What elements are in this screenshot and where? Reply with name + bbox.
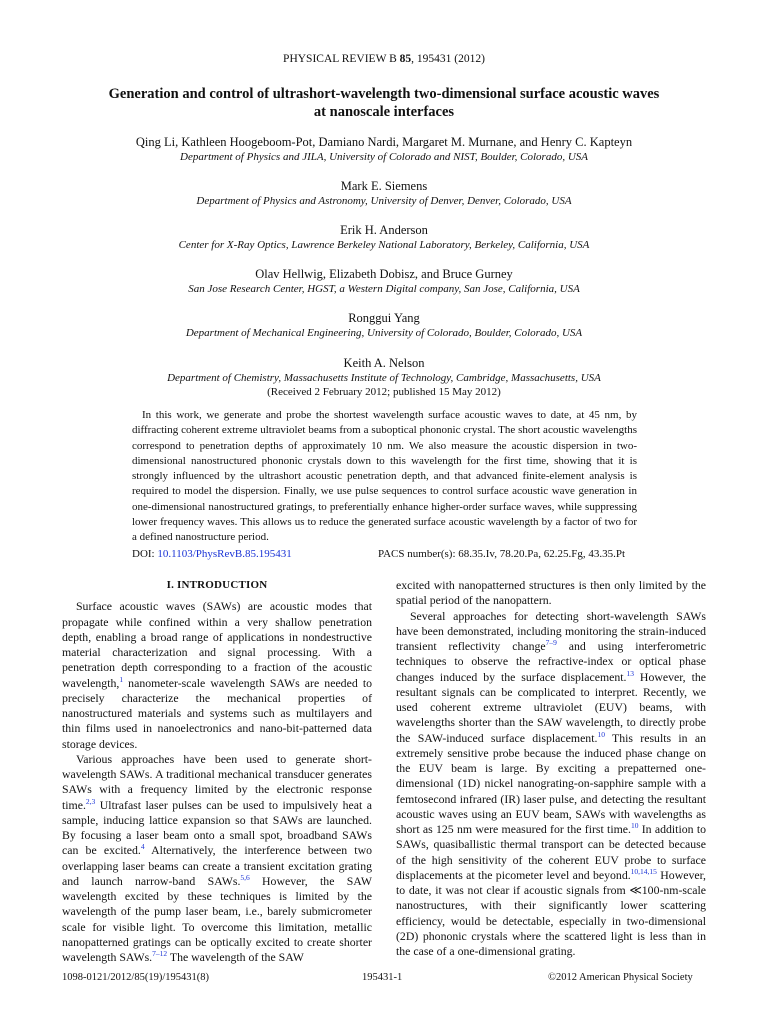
citation-link[interactable]: 10 [597, 729, 605, 739]
author-names: Ronggui Yang [348, 311, 420, 325]
doi-line: DOI: 10.1103/PhysRevB.85.195431 [132, 548, 292, 560]
author-group-5 [0, 310, 768, 340]
author-group-1 [0, 134, 768, 164]
citation-link[interactable]: 5,6 [240, 872, 250, 882]
citation-link[interactable]: 7–12 [152, 949, 168, 958]
doi-link[interactable]: 10.1103/PhysRevB.85.195431 [157, 548, 292, 560]
left-column [62, 578, 372, 965]
affiliation: Department of Mechanical Engineering, University of Colorado, Boulder, Colorado, USA [185, 327, 583, 339]
author-group-6 [0, 355, 768, 399]
affiliation: San Jose Research Center, HGST, a Western Digital company, San Jose, California, USA [188, 283, 580, 295]
author-group-2 [0, 178, 768, 208]
author-names: Olav Hellwig, Elizabeth Dobisz, and Bruce Gurney [255, 267, 513, 281]
right-column [396, 578, 706, 959]
affiliation: Center for X-Ray Optics, Lawrence Berkeley National Laboratory, Berkeley, California, USA [178, 239, 590, 251]
paragraph: Several approaches for detecting short-wavelength SAWs have been demonstrated, including monitoring the strain-induced transient reflectivity change$^{7-9}$ and using interferometric techniques to observe the refractive-index or optical phase changes induced by the surface displacement.$^{13}$ However, the resultant signals can be complicated to interpret. Recently, we used coherent extreme ultraviolet (EUV) beams, with wavelengths shorter than the SAW wavelength, to directly probe the SAW-induced surface displacement.$^{10}$ This results in an extremely sensitive probe because the induced phase change on the EUV beam is large. By exciting a prepatterned one-dimensional (1D) nickel nanograting-on-sapphire sample with a femtosecond infrared (IR) laser pulse, and detecting the resultant acoustic waves using an EUV beam, SAWs with wavelengths as short as 125 nm were measured for the first time.$^{10}$ In addition to SAWs, quasiballistic thermal transport can be detected because of the high sensitivity of the coherent EUV probe to surface displacements at the picometer level and beyond.$^{10,14,15}$ However, to date, it was not clear if acoustic signals from ≪100-nm-scale nanostructures, with their significantly lower scattering efficiency, would be detectable, especially in two-dimensional (2D) phononic crystals where the scattered light is less than in the case of a one-dimensional grating. [396, 608, 706, 958]
footer-copyright: ©2012 American Physical Society [548, 972, 693, 983]
citation-link[interactable]: 4 [140, 842, 145, 852]
paragraph: Surface acoustic waves (SAWs) are acoustic modes that propagate while confined within a very shallow penetration depth, enabling a broad range of applications in nondestructive material characterization and signal processing. With a penetration depth corresponding to a fraction of the acoustic wavelength,$^1$ nanometer-scale wavelength SAWs are needed to precisely characterize the mechanical properties of nanostructured materials and systems such as multilayers and thin films used in nanoelectronics and nano-bit-patterned data storage devices. [62, 599, 372, 751]
paragraph: excited with nanopatterned structures is then only limited by the spatial period of the nanopattern. [396, 578, 706, 608]
citation-link[interactable]: 2,3 [85, 796, 96, 806]
citation-link[interactable]: 7–9 [545, 638, 557, 647]
author-group-3 [0, 222, 768, 252]
author-names: Qing Li, Kathleen Hoogeboom-Pot, Damiano Nardi, Margaret M. Murnane, and Henry C. Kapteyn [135, 135, 633, 149]
footer-issn: 1098-0121/2012/85(19)/195431(8) [62, 972, 209, 983]
received-date: (Received 2 February 2012; published 15 May 2012) [267, 386, 501, 398]
author-names: Erik H. Anderson [340, 223, 428, 237]
abstract: In this work, we generate and probe the shortest wavelength surface acoustic waves to date, at 45 nm, by diffracting coherent extreme ultraviolet beams from a suboptical phononic crystal. The short acoustic wavelengths correspond to penetration depths of approximately 10 nm. We also measure the acoustic dispersion in two-dimensional nanostructured phononic crystals down to this wavelength for the first time, showing that it is strongly influenced by the ultrashort acoustic penetration depth, and that advanced finite-element analysis is required to model the dispersion. Finally, we use pulse sequences to control surface acoustic wave generation in one-dimensional nanostructured gratings, to preferentially enhance higher-order surface waves, while suppressing lower frequency waves. This allows us to reduce the generated surface acoustic wavelength by a factor of two for a defined nanostructure period. [132, 409, 637, 544]
section-heading: I. INTRODUCTION [166, 579, 268, 591]
citation-link[interactable]: 1 [119, 674, 124, 684]
citation-link[interactable]: 10,14,15 [630, 866, 657, 876]
author-group-4 [0, 266, 768, 296]
author-names: Mark E. Siemens [340, 179, 428, 193]
citation-link[interactable]: 10 [630, 821, 639, 830]
affiliation: Department of Chemistry, Massachusetts Institute of Technology, Cambridge, Massachusetts, USA [167, 372, 601, 384]
affiliation: Department of Physics and JILA, University of Colorado and NIST, Boulder, Colorado, USA [180, 151, 588, 163]
running-header: PHYSICAL REVIEW B 85, 195431 (2012) [283, 53, 485, 65]
paragraph: Various approaches have been used to generate short-wavelength SAWs. A traditional mechanical transducer generates SAWs with a frequency limited by the electronic response time.$^{2,3}$ Ultrafast laser pulses can be used to impulsively heat a sample, inducing lattice expansion so that SAWs are launched. By focusing a laser beam onto a small spot, broadband SAWs can be excited.$^4$ Alternatively, the interference between two overlapping laser beams can create a transient excitation grating and launch narrow-band SAWs.$^{5,6}$ However, the SAW wavelength excited by these techniques is limited by the wavelength of the pump laser beam, i.e., barely submicrometer scale for visible light. To overcome this limitation, metallic nanopatterned gratings can be optically excited to create shorter wavelength SAWs.$^{7-12}$ The wavelength of the SAW [62, 751, 372, 964]
author-names: Keith A. Nelson [343, 356, 425, 370]
pacs-numbers: PACS number(s): 68.35.Iv, 78.20.Pa, 62.25.Fg, 43.35.Pt [378, 548, 626, 560]
citation-link[interactable]: 13 [626, 668, 634, 678]
footer-page-number: 195431-1 [362, 972, 403, 983]
affiliation: Department of Physics and Astronomy, University of Denver, Denver, Colorado, USA [196, 195, 572, 207]
paper-title: Generation and control of ultrashort-wavelength two-dimensional surface acoustic waves at nanoscale interfaces [108, 86, 660, 120]
